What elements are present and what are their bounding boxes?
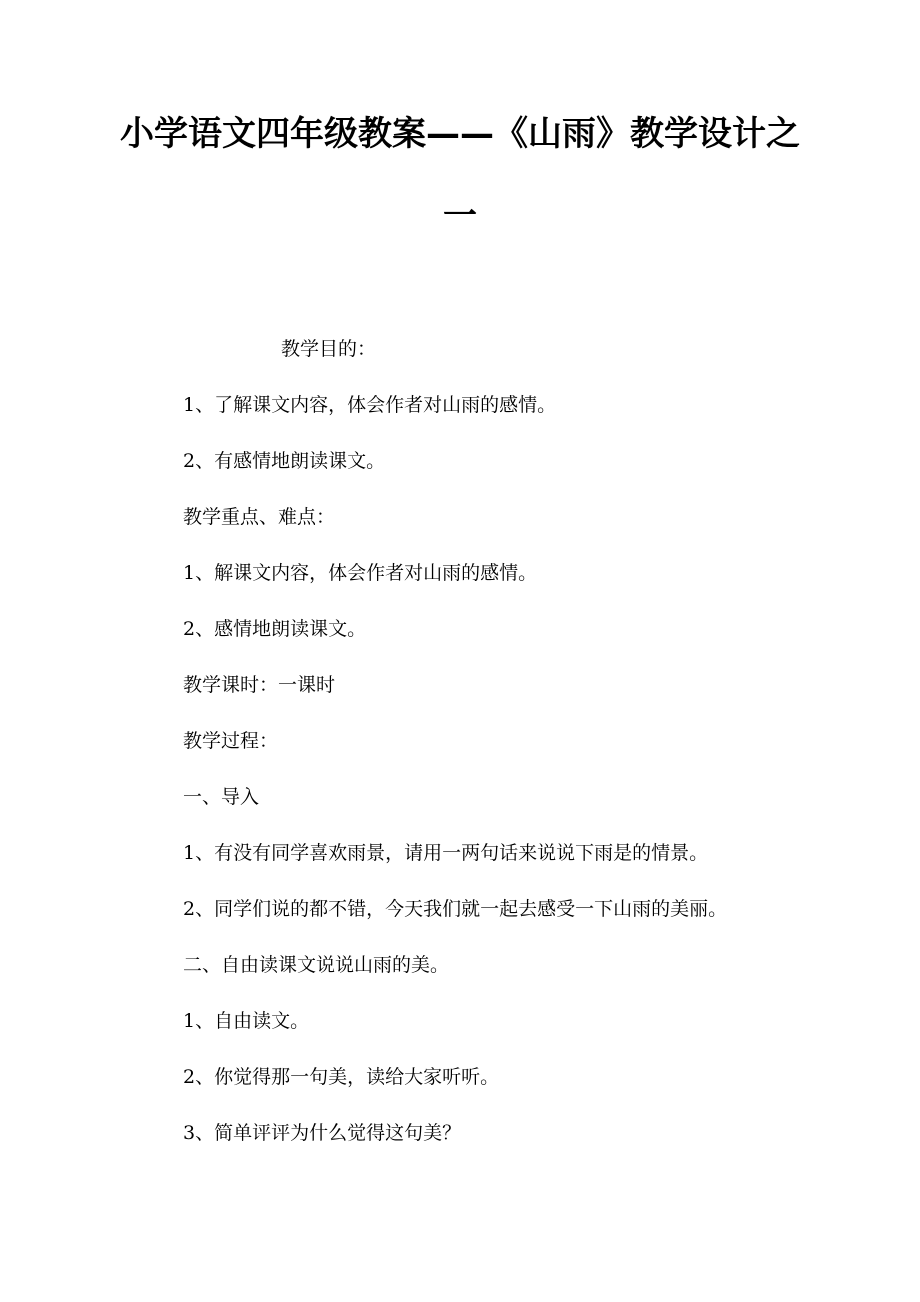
class-hours-line: 教学课时：一课时	[183, 674, 336, 696]
process-step-2-item-2: 2、你觉得那一句美，读给大家听听。	[183, 1066, 500, 1088]
key-point-item-2: 2、感情地朗读课文。	[183, 618, 367, 640]
process-step-2-heading: 二、自由读课文说说山雨的美。	[183, 954, 450, 976]
document-title-line-1: 小学语文四年级教案——《山雨》教学设计之	[120, 114, 800, 154]
process-step-2-item-3: 3、简单评评为什么觉得这句美？	[183, 1122, 462, 1144]
section-heading-objectives: 教学目的：	[281, 338, 377, 360]
document-title-line-2: 一	[443, 196, 477, 236]
section-heading-key-points: 教学重点、难点：	[183, 506, 336, 528]
section-heading-process: 教学过程：	[183, 730, 279, 752]
objective-item-1: 1、了解课文内容，体会作者对山雨的感情。	[183, 394, 557, 416]
process-step-2-item-1: 1、自由读文。	[183, 1010, 310, 1032]
process-step-1-heading: 一、导入	[183, 786, 260, 808]
key-point-item-1: 1、解课文内容，体会作者对山雨的感情。	[183, 562, 538, 584]
process-step-1-item-2: 2、同学们说的都不错，今天我们就一起去感受一下山雨的美丽。	[183, 898, 728, 920]
process-step-1-item-1: 1、有没有同学喜欢雨景，请用一两句话来说说下雨是的情景。	[183, 842, 709, 864]
objective-item-2: 2、有感情地朗读课文。	[183, 450, 386, 472]
